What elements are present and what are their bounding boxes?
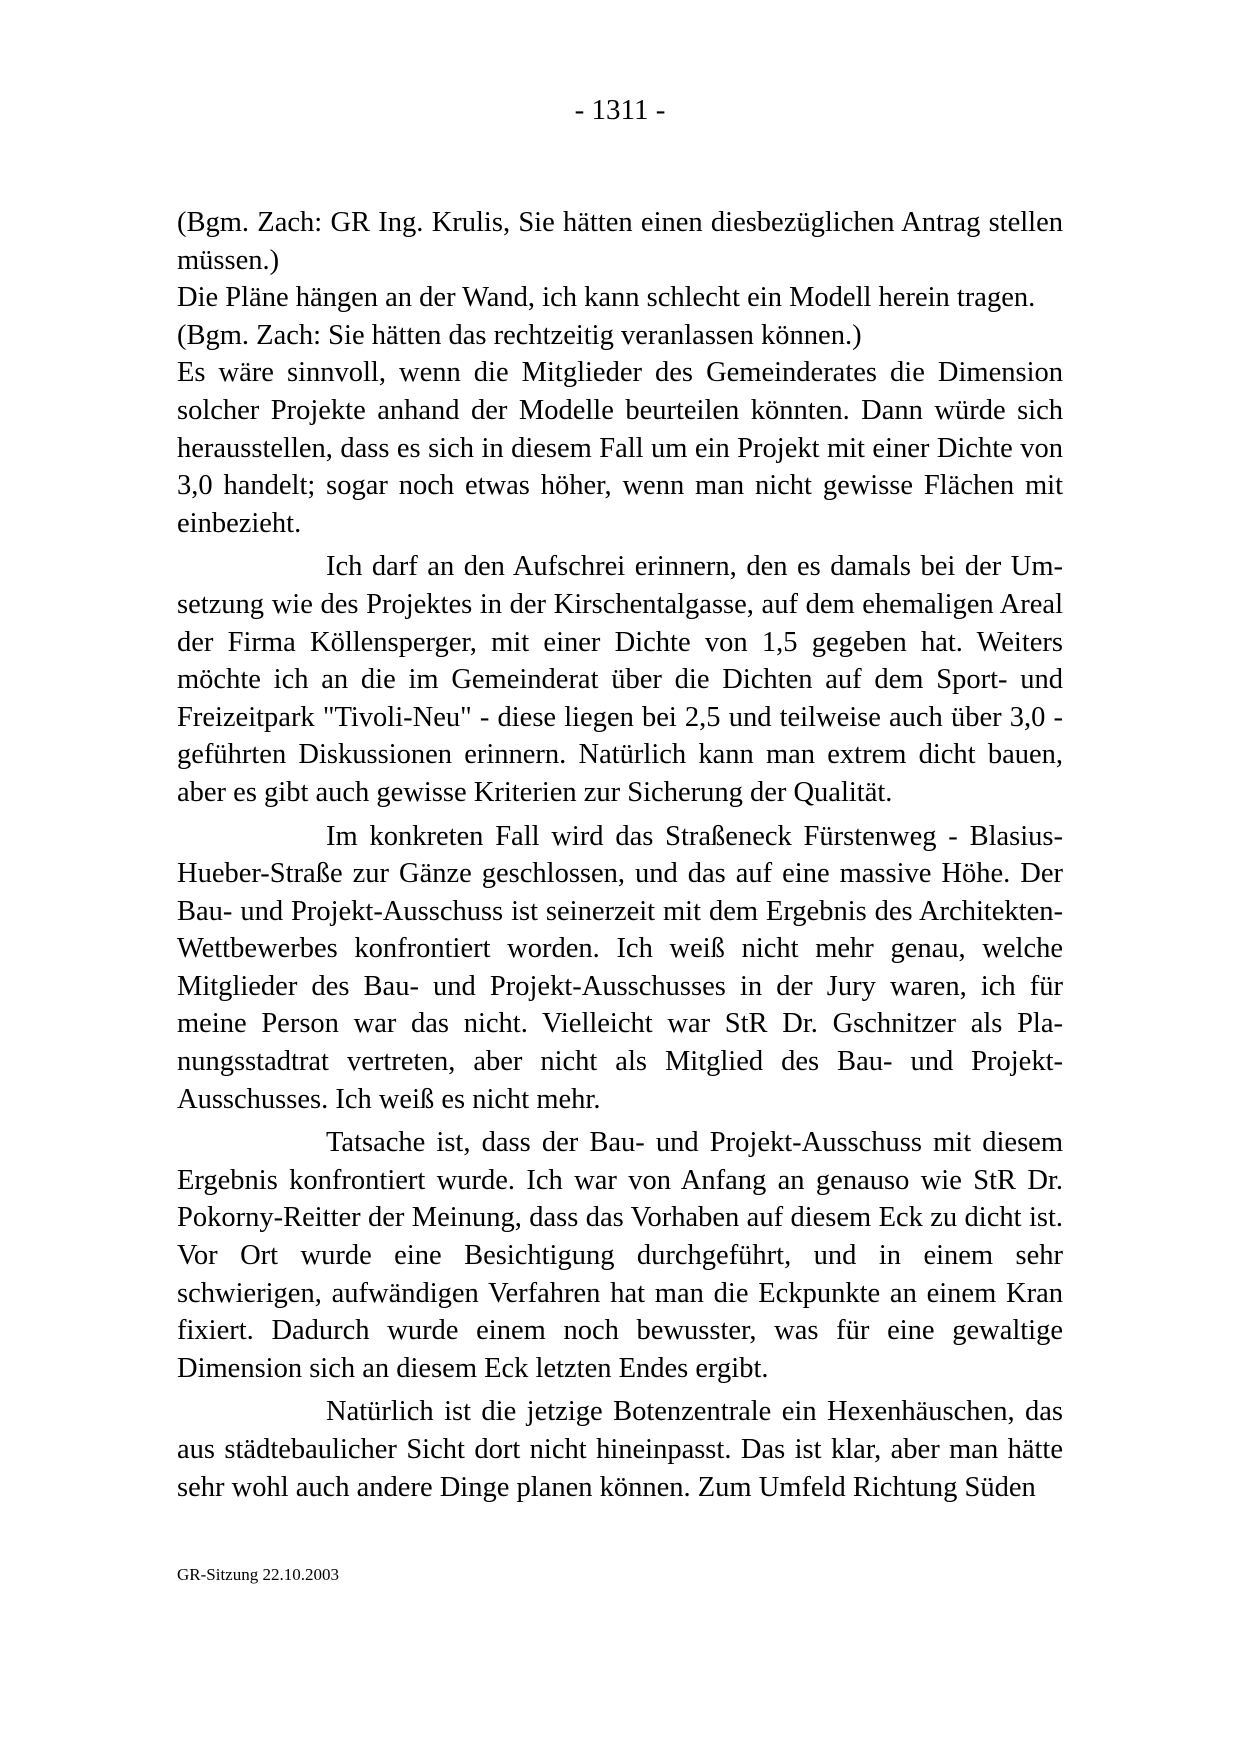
page-number: - 1311 - [574,94,666,126]
footer-session-label: GR-Sitzung 22.10.2003 [177,1565,339,1584]
paragraph-interjection-2: (Bgm. Zach: Sie hätten das rechtzeitig veranlassen können.) [177,319,862,351]
paragraph-statement-2: Es wäre sinnvoll, wenn die Mitglieder des Gemeinderates die Dimension solcher Projekte anhand der Modelle beurteilen könnten. Dann würde sich herausstellen, dass es sich in diesem Fall um ein Projekt mit einer Dichte von 3,0 handelt; sogar noch etwas höher, wenn man nicht gewisse Flächen mit einbezieht. [177,357,1063,539]
paragraph-tatsache: Tatsache ist, dass der Bau- und Projekt-Ausschuss mit diesem Ergebnis konfrontiert wurde. Ich war von Anfang an genauso wie StR Dr. Pokorny-Reitter der Meinung, dass das Vorhaben auf diesem Eck zu dicht ist. Vor Ort wurde eine Besichtigung durchgeführt, und in einem sehr schwierigen, aufwändigen Verfahren hat man die Eckpunkte an einem Kran fixiert. Dadurch wurde einem noch bewusster, was für eine gewaltige Dimension sich an diesem Eck letzten Endes ergibt. [177,1127,1063,1384]
paragraph-strasseneck: Im konkreten Fall wird das Straßeneck Fürstenweg - Blasius-Hueber-Straße zur Gänze geschlossen, und das auf eine massive Höhe. Der Bau- und Projekt-Ausschuss ist seinerzeit mit dem Ergebnis des Architekten-Wettbewerbes konfrontiert worden. Ich weiß nicht mehr genau, welche Mitglieder des Bau- und Projekt-Ausschusses in der Jury waren, ich für meine Person war das nicht. Vielleicht war StR Dr. Gschnitzer als Planungsstadtrat vertreten, aber nicht als Mitglied des Bau- und Projekt-Ausschusses. Ich weiß es nicht mehr. [177,820,1063,1115]
paragraph-interjection-1: (Bgm. Zach: GR Ing. Krulis, Sie hätten einen diesbezüglichen Antrag stellen müssen.) [177,207,1063,276]
paragraph-statement-1: Die Pläne hängen an der Wand, ich kann schlecht ein Modell herein tragen. [177,282,1036,314]
paragraph-botenzentrale: Natürlich ist die jetzige Botenzentrale ein Hexenhäuschen, das aus städtebaulicher Sicht dort nicht hineinpasst. Das ist klar, aber man hätte sehr wohl auch andere Dinge planen können. Zum Umfeld Richtung Süden [177,1396,1063,1503]
body-text [177,204,1063,1506]
paragraph-aufschrei: Ich darf an den Aufschrei erinnern, den es damals bei der Umsetzung wie des Projektes in der Kirschentalgasse, auf dem ehemaligen Areal der Firma Köllensperger, mit einer Dichte von 1,5 gegeben hat. Weiters möchte ich an die im Gemeinderat über die Dichten auf dem Sport- und Freizeitpark "Tivoli-Neu" - diese liegen bei 2,5 und teilweise auch über 3,0 - geführten Diskussionen erinnern. Natürlich kann man extrem dicht bauen, aber es gibt auch gewisse Kriterien zur Sicherung der Qualität. [177,551,1063,808]
